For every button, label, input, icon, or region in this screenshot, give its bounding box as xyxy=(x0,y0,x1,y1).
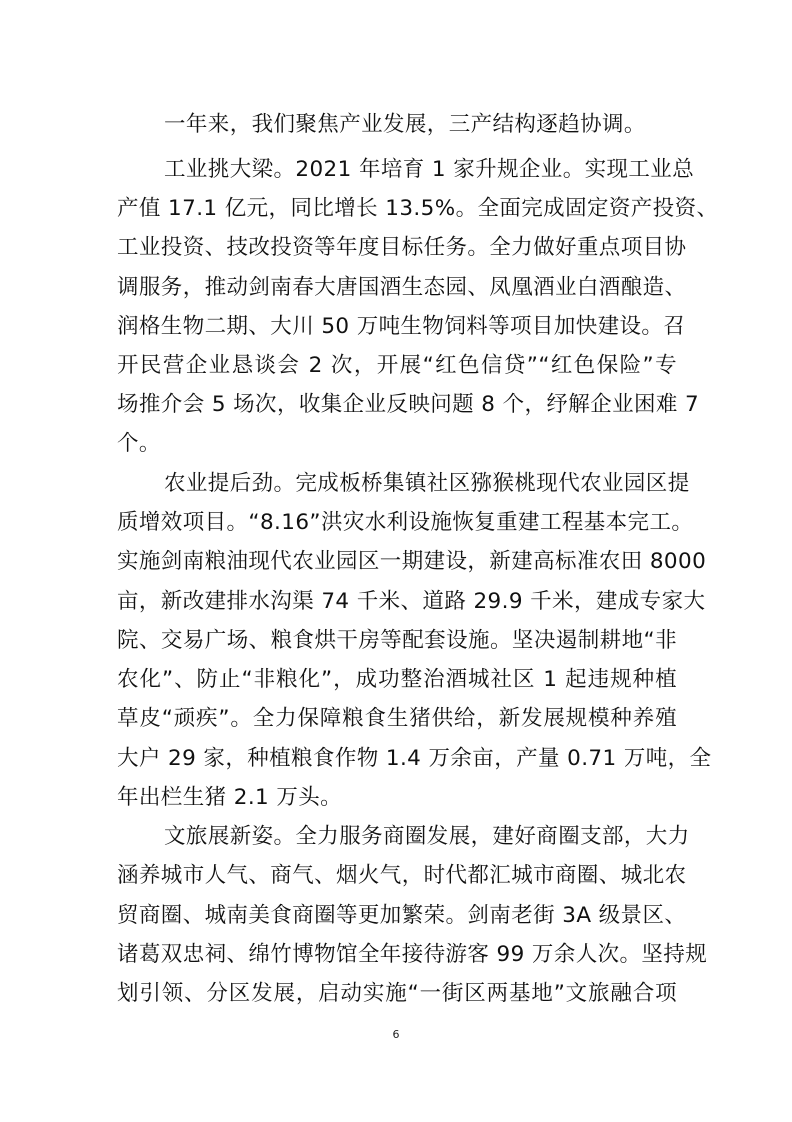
text-line: 农业提后劲。完成板桥集镇社区猕猴桃现代农业园区提 xyxy=(164,471,690,496)
text-line: 院、交易广场、粮食烘干房等配套设施。坚决遏制耕地“非 xyxy=(117,628,677,653)
text-line: 年出栏生猪 2.1 万头。 xyxy=(117,785,343,810)
text-line: 工业投资、技改投资等年度目标任务。全力做好重点项目协 xyxy=(117,235,687,260)
text-line: 实施剑南粮油现代农业园区一期建设，新建高标准农田 8000 xyxy=(117,549,707,574)
text-line: 划引领、分区发展，启动实施“一街区两基地”文旅融合项 xyxy=(117,981,677,1006)
text-line: 产值 17.1 亿元，同比增长 13.5%。全面完成固定资产投资、 xyxy=(117,196,719,221)
text-line: 诸葛双忠祠、绵竹博物馆全年接待游客 99 万余人次。坚持规 xyxy=(117,942,708,967)
page-number: 6 xyxy=(392,1028,400,1041)
text-line: 草皮“顽疾”。全力保障粮食生猪供给，新发展规模种养殖 xyxy=(117,706,677,731)
text-line: 涵养城市人气、商气、烟火气，时代都汇城市商圈、城北农 xyxy=(117,863,687,888)
text-line: 文旅展新姿。全力服务商圈发展，建好商圈支部，大力 xyxy=(164,824,690,849)
text-line: 调服务，推动剑南春大唐国酒生态园、凤凰酒业白酒酿造、 xyxy=(117,275,687,300)
text-line: 亩，新改建排水沟渠 74 千米、道路 29.9 千米，建成专家大 xyxy=(117,589,706,614)
text-line: 一年来，我们聚焦产业发展，三产结构逐趋协调。 xyxy=(164,112,646,137)
text-line: 开民营企业恳谈会 2 次，开展“红色信贷”“红色保险”专 xyxy=(117,353,677,378)
text-line: 工业挑大梁。2021 年培育 1 家升规企业。实现工业总 xyxy=(164,157,695,182)
text-line: 润格生物二期、大川 50 万吨生物饲料等项目加快建设。召 xyxy=(117,314,686,339)
text-line: 大户 29 家，种植粮食作物 1.4 万余亩，产量 0.71 万吨，全 xyxy=(117,746,712,771)
text-line: 个。 xyxy=(117,431,161,456)
text-line: 贸商圈、城南美食商圈等更加繁荣。剑南老街 3A 级景区、 xyxy=(117,903,687,928)
text-line: 场推介会 5 场次，收集企业反映问题 8 个，纾解企业困难 7 xyxy=(117,392,700,417)
text-line: 农化”、防止“非粮化”，成功整治酒城社区 1 起违规种植 xyxy=(117,667,677,692)
text-line: 质增效项目。“8.16”洪灾水利设施恢复重建工程基本完工。 xyxy=(117,510,694,535)
